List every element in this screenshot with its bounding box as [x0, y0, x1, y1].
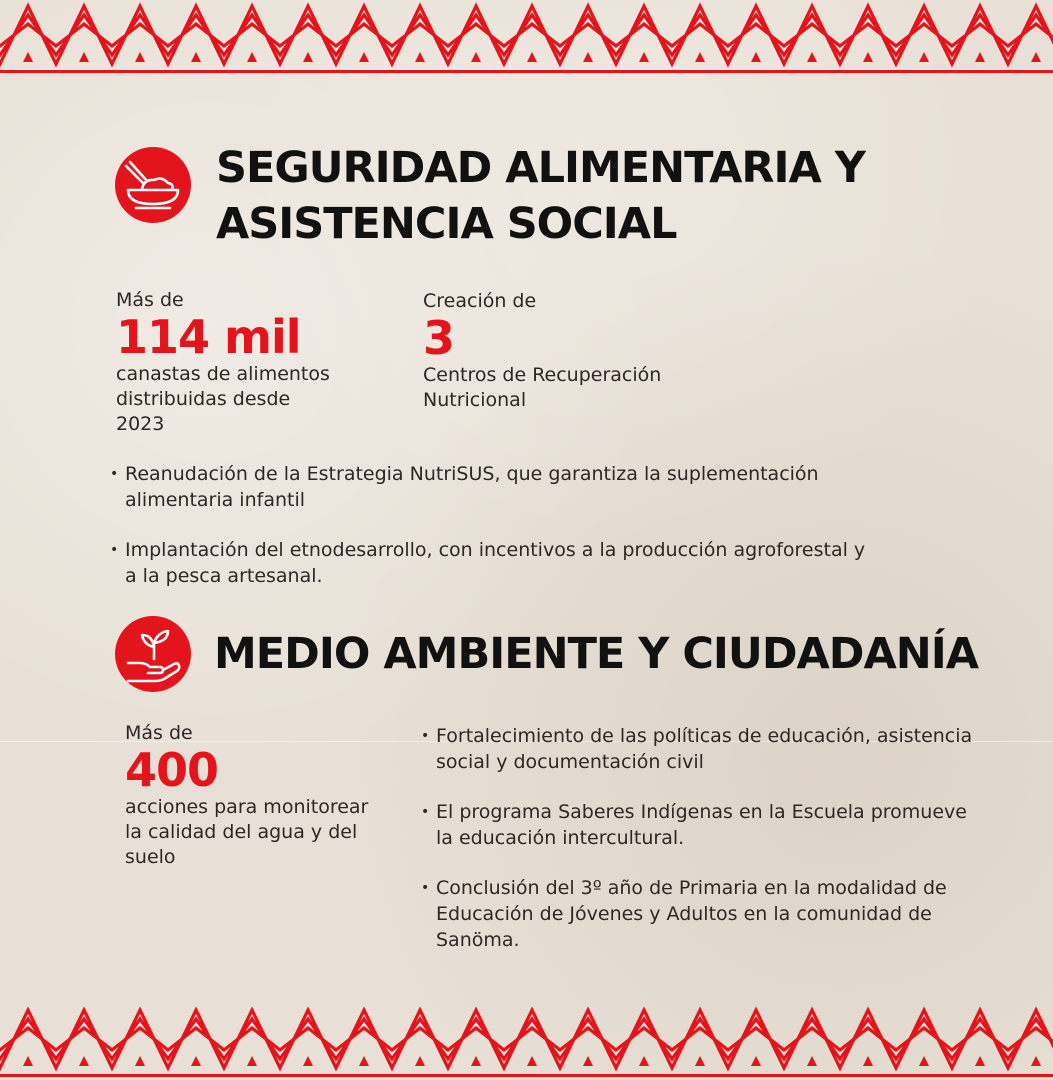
triangle-mark: [135, 52, 145, 62]
triangle-mark: [247, 52, 257, 62]
section-title-food-security: SEGURIDAD ALIMENTARIA Y ASISTENCIA SOCIAL: [216, 143, 865, 249]
triangle-mark: [695, 52, 705, 62]
triangle-mark: [415, 1056, 425, 1066]
triangle-mark: [863, 1056, 873, 1066]
triangle-mark: [359, 52, 369, 62]
stat-prefix: Creación de: [423, 290, 537, 312]
triangle-mark: [919, 52, 929, 62]
triangle-mark: [23, 52, 33, 62]
bullet-item: • Reanudación de la Estrategia NutriSUS, que garantiza la suplementación alimentaria infantil: [110, 461, 900, 513]
triangle-mark: [751, 52, 761, 62]
triangle-mark: [471, 1056, 481, 1066]
bullet-item: • Fortalecimiento de las políticas de educación, asistencia social y documentación civil: [421, 723, 1021, 775]
stat-food-baskets: [116, 288, 376, 437]
plant-in-hand-icon: [114, 615, 192, 693]
triangle-mark: [527, 1056, 537, 1066]
triangle-mark: [191, 52, 201, 62]
triangle-mark: [583, 52, 593, 62]
food-security-bullets: [110, 461, 900, 613]
zigzag-stroke: [0, 15, 1053, 55]
zigzag-stroke: [0, 1019, 1053, 1059]
triangle-mark: [695, 1056, 705, 1066]
section-title-environment: MEDIO AMBIENTE Y CIUDADANÍA: [214, 629, 979, 679]
triangle-mark: [1031, 52, 1041, 62]
stat-description: acciones para monitorear la calidad del agua y del suelo: [125, 796, 369, 868]
stat-description: canastas de alimentos distribuidas desde 2023: [116, 363, 330, 435]
triangle-mark: [975, 52, 985, 62]
triangle-mark: [807, 1056, 817, 1066]
stat-description: Centros de Recuperación Nutricional: [423, 364, 662, 411]
triangle-mark: [863, 52, 873, 62]
triangle-mark: [807, 52, 817, 62]
triangle-mark: [527, 52, 537, 62]
stat-value: 3: [423, 311, 455, 365]
triangle-mark: [359, 1056, 369, 1066]
triangle-mark: [751, 1056, 761, 1066]
bullet-item: • El programa Saberes Indígenas en la Escuela promueve la educación intercultural.: [421, 799, 1021, 851]
triangle-mark: [23, 1056, 33, 1066]
triangle-mark: [583, 1056, 593, 1066]
bullet-item: • Conclusión del 3º año de Primaria en la modalidad de Educación de Jóvenes y Adultos en la comunidad de Sanöma.: [421, 875, 1021, 953]
triangle-mark: [135, 1056, 145, 1066]
food-bowl-icon: [114, 146, 192, 224]
triangle-mark: [79, 52, 89, 62]
triangle-mark: [471, 52, 481, 62]
triangle-mark: [303, 52, 313, 62]
triangle-mark: [639, 52, 649, 62]
triangle-mark: [303, 1056, 313, 1066]
top-pattern-border: [0, 0, 1053, 80]
triangle-mark: [639, 1056, 649, 1066]
triangle-mark: [919, 1056, 929, 1066]
bullet-item: • Implantación del etnodesarrollo, con incentivos a la producción agroforestal y a la pesca artesanal.: [110, 537, 900, 589]
triangle-mark: [247, 1056, 257, 1066]
triangle-mark: [191, 1056, 201, 1066]
triangle-mark: [415, 52, 425, 62]
stat-prefix: Más de: [125, 722, 193, 744]
stat-value: 400: [125, 743, 219, 797]
triangle-mark: [79, 1056, 89, 1066]
triangle-mark: [1031, 1056, 1041, 1066]
stat-value: 114 mil: [116, 310, 301, 364]
stat-nutrition-centers: [423, 289, 723, 413]
triangle-mark: [975, 1056, 985, 1066]
bottom-pattern-border: [0, 1000, 1053, 1080]
environment-bullets: [421, 723, 1021, 977]
stat-prefix: Más de: [116, 289, 184, 311]
stat-monitoring-actions: [125, 721, 395, 870]
